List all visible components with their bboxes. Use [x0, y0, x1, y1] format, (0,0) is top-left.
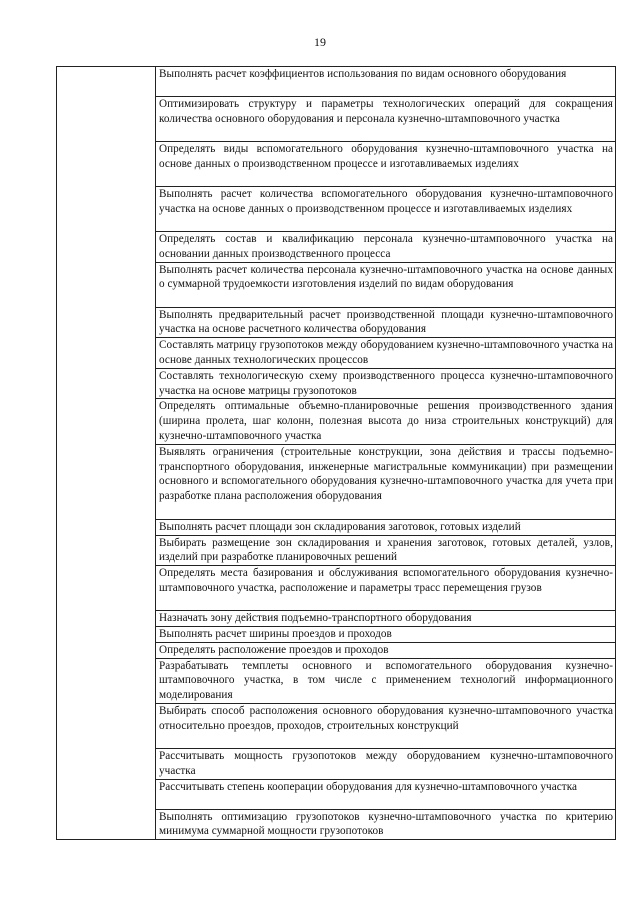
table-cell: Выбирать размещение зон складирования и хранения заготовок, готовых деталей, узлов, изделий при разработке планировочных решений — [156, 535, 616, 566]
table-cell: Составлять матрицу грузопотоков между оборудованием кузнечно-штамповочного участка на основе данных технологических процессов — [156, 338, 616, 369]
table-cell: Рассчитывать мощность грузопотоков между оборудованием кузнечно-штамповочного участка — [156, 748, 616, 779]
table-cell: Выполнять расчет площади зон складирования заготовок, готовых изделий — [156, 519, 616, 535]
table-cell: Выполнять оптимизацию грузопотоков кузнечно-штамповочного участка по критерию минимума суммарной мощности грузопотоков — [156, 809, 616, 840]
table-cell: Определять оптимальные объемно-планировочные решения производственного здания (ширина пролета, шаг колонн, полезная высота до низа строительных конструкций) для кузнечно-штамповочного участка — [156, 399, 616, 444]
skills-table — [56, 66, 616, 840]
table-cell: Рассчитывать степень кооперации оборудования для кузнечно-штамповочного участка — [156, 779, 616, 809]
table-cell: Выполнять расчет ширины проездов и проходов — [156, 626, 616, 642]
table-cell: Выбирать способ расположения основного оборудования кузнечно-штамповочного участка относительно проездов, проходов, строительных конструкций — [156, 703, 616, 748]
category-cell — [57, 67, 156, 840]
table-cell: Определять расположение проездов и проходов — [156, 642, 616, 658]
table-cell: Определять состав и квалификацию персонала кузнечно-штамповочного участка на основании данных производственного процесса — [156, 232, 616, 263]
table-cell: Выполнять расчет коэффициентов использования по видам основного оборудования — [156, 67, 616, 97]
table-cell: Выявлять ограничения (строительные конструкции, зона действия и трассы подъемно-транспортного оборудования, инженерные магистральные коммуникации) при размещении основного и вспомогательного оборудования кузнечно-штамповочного участка для учета при разработке плана расположения оборудования — [156, 444, 616, 519]
table-cell: Определять места базирования и обслуживания вспомогательного оборудования кузнечно-штамповочного участка, расположение и параметры трасс перемещения грузов — [156, 566, 616, 611]
table-cell: Выполнять расчет количества персонала кузнечно-штамповочного участка на основе данных о суммарной трудоемкости изготовления изделий по видам оборудования — [156, 262, 616, 307]
table-cell: Оптимизировать структуру и параметры технологических операций для сокращения количества основного оборудования и персонала кузнечно-штамповочного участка — [156, 97, 616, 142]
table-row — [57, 67, 616, 97]
table-cell: Определять виды вспомогательного оборудования кузнечно-штамповочного участка на основе данных о производственном процессе и изготавливаемых изделиях — [156, 142, 616, 187]
page-number: 19 — [314, 35, 326, 49]
table-cell: Составлять технологическую схему производственного процесса кузнечно-штамповочного участка на основе матрицы грузопотоков — [156, 368, 616, 399]
table-cell: Выполнять расчет количества вспомогательного оборудования кузнечно-штамповочного участка на основе данных о производственном процессе и изготавливаемых изделиях — [156, 187, 616, 232]
table-cell: Назначать зону действия подъемно-транспортного оборудования — [156, 611, 616, 627]
table-cell: Разрабатывать темплеты основного и вспомогательного оборудования кузнечно-штамповочного участка, в том числе с применением технологий информационного моделирования — [156, 658, 616, 703]
table-cell: Выполнять предварительный расчет производственной площади кузнечно-штамповочного участка на основе расчетного количества оборудования — [156, 307, 616, 338]
